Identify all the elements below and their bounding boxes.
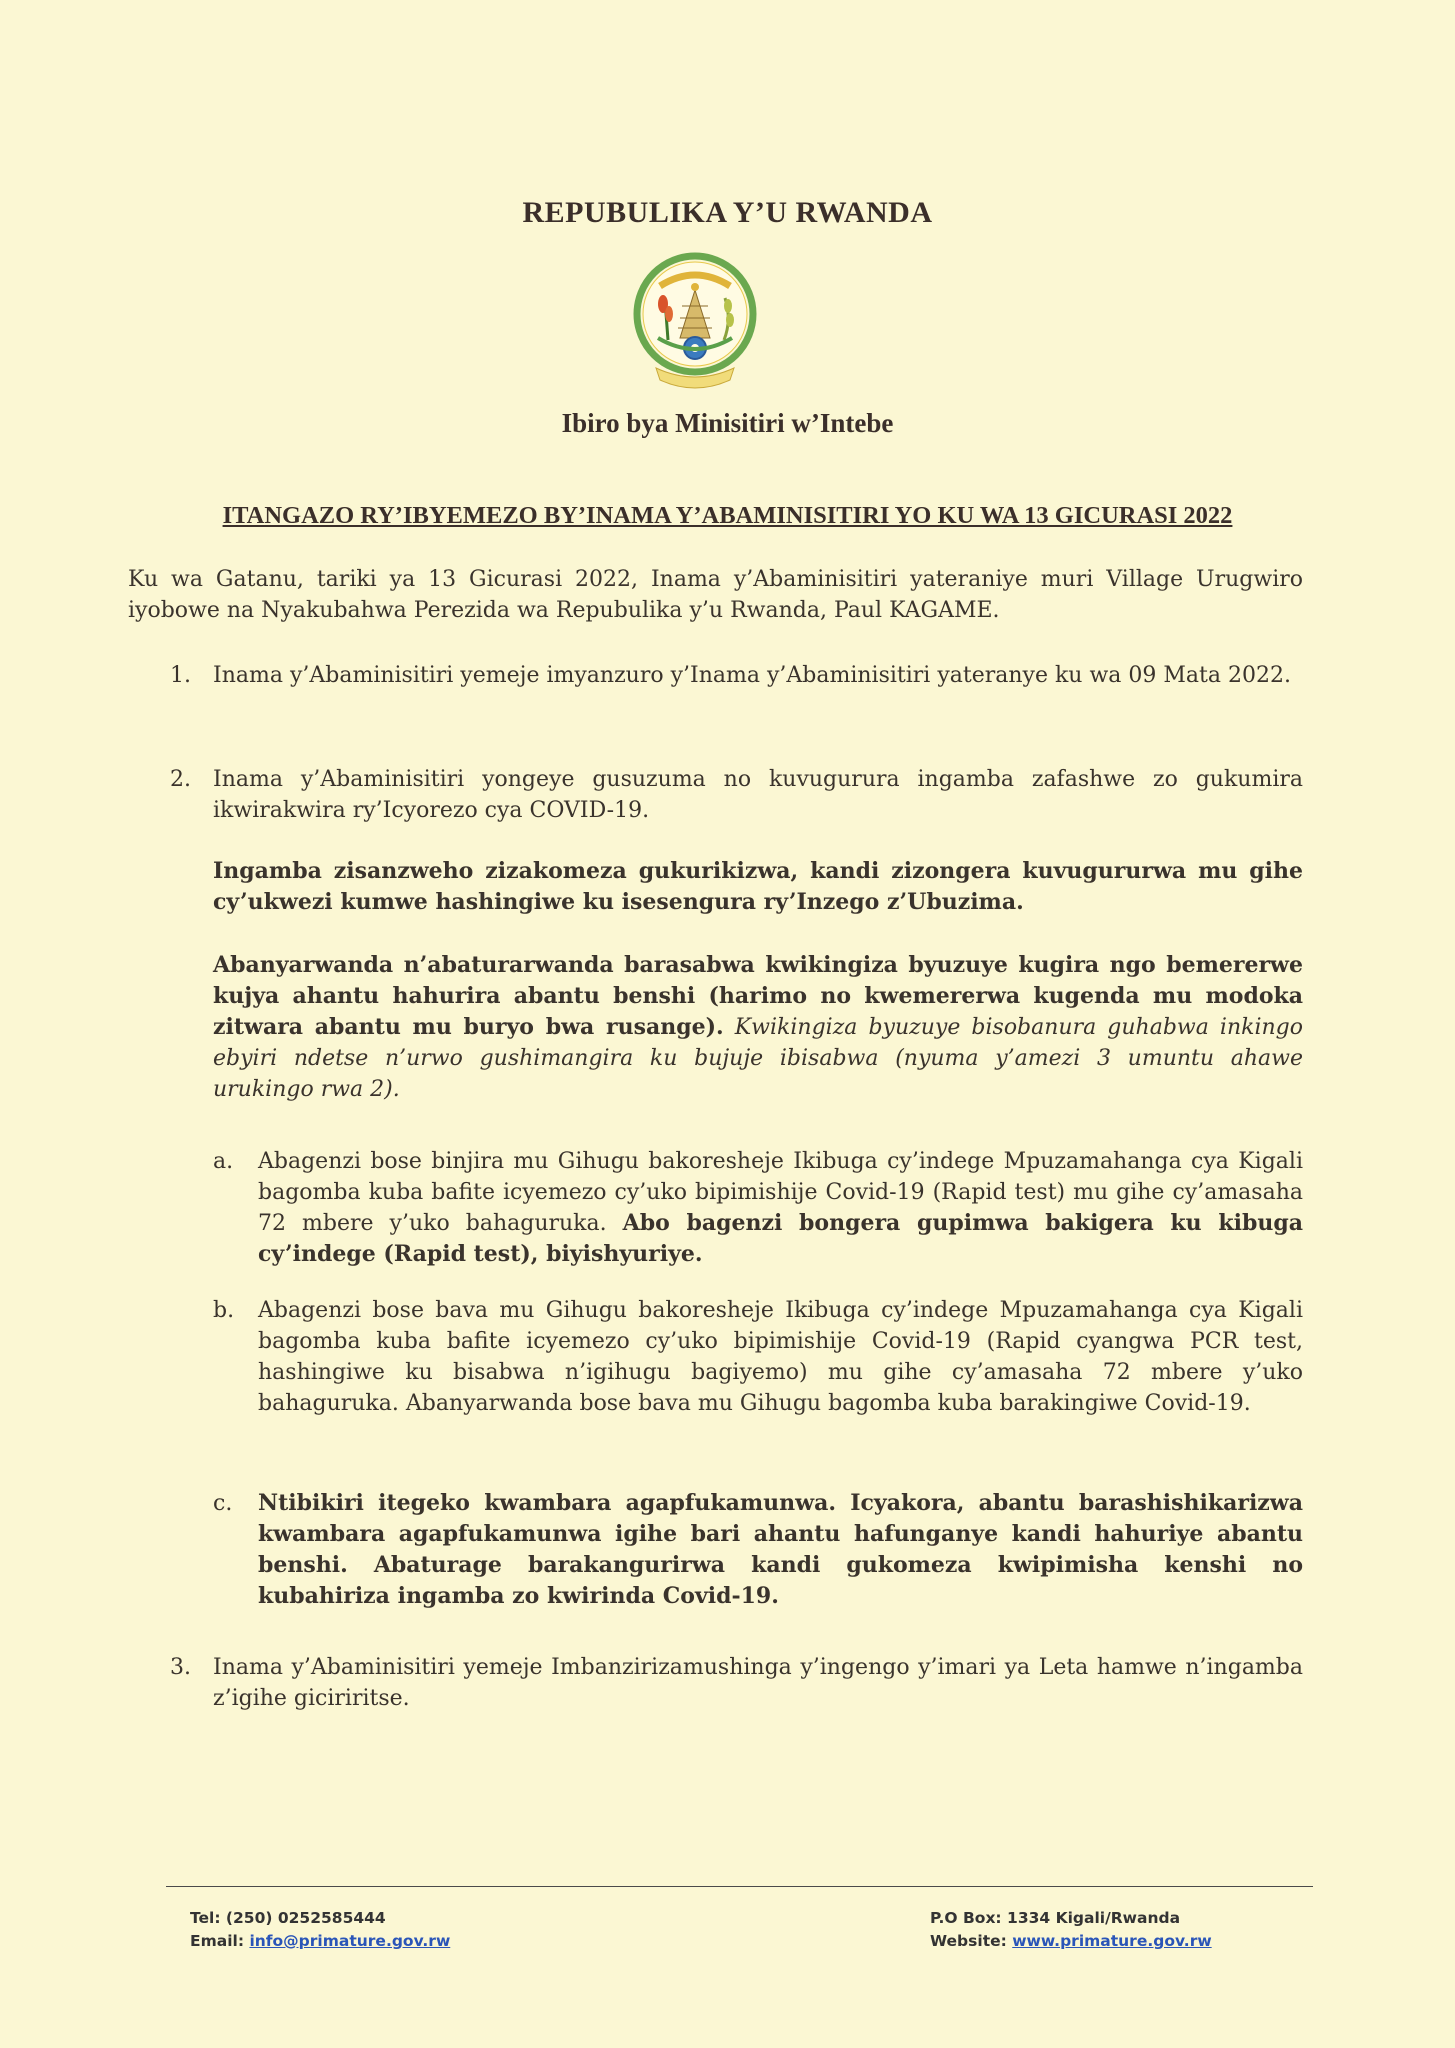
vaccination-definition: Kwikingiza byuzuye bisobanura guhabwa inkingo ebyiri ndetse n’urwo gushimangira ku bujuje ibisabwa (nyuma y’amezi 3 umuntu ahawe urukingo rwa 2).	[213, 1015, 1303, 1102]
footer-website-label: Website:	[930, 1932, 1007, 1950]
footer-address	[930, 1907, 1212, 1953]
subitem-b-text: Abagenzi bose bava mu Gihugu bakoresheje Ikibuga cy’indege Mpuzamahanga cya Kigali bagomba kuba bafite icyemezo cy’uko bipimishije Covid-19 (Rapid cyangwa PCR test, hashingiwe ku bisabwa n’igihugu bagiyemo) mu gihe cy’amasaha 72 mbere y’uko bahaguruka. Abanyarwanda bose bava mu Gihugu bagomba kuba barakingiwe Covid-19.	[258, 1298, 1303, 1416]
footer-email-label: Email:	[190, 1932, 245, 1950]
office-name: Ibiro bya Minisitiri w’Intebe	[561, 408, 894, 438]
footer-website-row	[930, 1930, 1212, 1953]
subitem-letter: b.	[213, 1298, 235, 1323]
subitem-a-bold: Abo bagenzi bongera gupimwa bakigera ku kibuga cy’indege (Rapid test), biyishyuriye.	[258, 1210, 1303, 1267]
footer-contact	[190, 1907, 450, 1953]
document-heading: ITANGAZO RY’IBYEMEZO BY’INAMA Y’ABAMINISITIRI YO KU WA 13 GICURASI 2022	[222, 502, 1233, 529]
subitem-c-text: Ntibikiri itegeko kwambara agapfukamunwa. Icyakora, abantu barashishikarizwa kwambara agapfukamunwa igihe bari ahantu hafunganye kandi hahuriye abantu benshi. Abaturage barakangurirwa kandi gukomeza kwipimisha kenshi no kubahiriza ingamba zo kwirinda Covid-19.	[258, 1490, 1303, 1609]
website-link[interactable]: www.primature.gov.rw	[1012, 1932, 1212, 1950]
item-2-vaccination-paragraph	[213, 950, 1303, 1105]
item-3-text: Inama y’Abaminisitiri yemeje Imbanzirizamushinga y’ingengo y’imari ya Leta hamwe n’ingamba z’igihe giciriritse.	[213, 1655, 1303, 1711]
item-number: 2.	[170, 767, 191, 792]
national-seal-icon	[620, 240, 770, 400]
subitem-letter: a.	[213, 1149, 234, 1174]
item-number: 3.	[170, 1655, 191, 1680]
republic-title: REPUBULIKA Y’U RWANDA	[522, 196, 933, 229]
item-1-text: Inama y’Abaminisitiri yemeje imyanzuro y’Inama y’Abaminisitiri yateranye ku wa 09 Mata 2022.	[213, 663, 1291, 688]
vaccination-requirement: Abanyarwanda n’abaturarwanda barasabwa kwikingiza byuzuye kugira ngo bemererwe kujya ahantu hahurira abantu benshi (harimo no kwemererwa kugenda mu modoka zitwara abantu mu buryo bwa rusange).	[213, 952, 1303, 1040]
footer-divider	[166, 1886, 1313, 1887]
subitem-a-text	[258, 1146, 1303, 1270]
intro-paragraph: Ku wa Gatanu, tariki ya 13 Gicurasi 2022, Inama y’Abaminisitiri yateraniye muri Village Urugwiro iyobowe na Nyakubahwa Perezida wa Repubulika y’u Rwanda, Paul KAGAME.	[128, 567, 1303, 623]
item-2-text: Inama y’Abaminisitiri yongeye gusuzuma no kuvugurura ingamba zafashwe zo gukumira ikwirakwira ry’Icyorezo cya COVID-19.	[213, 767, 1303, 823]
subitem-letter: c.	[213, 1491, 233, 1516]
footer-pobox: P.O Box: 1334 Kigali/Rwanda	[930, 1909, 1181, 1927]
item-number: 1.	[170, 663, 191, 688]
footer-tel: Tel: (250) 0252585444	[190, 1909, 386, 1927]
subitem-a-plain: Abagenzi bose binjira mu Gihugu bakoresheje Ikibuga cy’indege Mpuzamahanga cya Kigali bagomba kuba bafite icyemezo cy’uko bipimishije Covid-19 (Rapid test) mu gihe cy’amasaha 72 mbere y’uko bahaguruka.	[258, 1149, 1303, 1236]
item-2-bold-paragraph: Ingamba zisanzweho zizakomeza gukurikizwa, kandi zizongera kuvugururwa mu gihe cy’ukwezi kumwe hashingiwe ku isesengura ry’Inzego z’Ubuzima.	[213, 858, 1303, 915]
email-link[interactable]: info@primature.gov.rw	[249, 1932, 451, 1950]
footer-email-row	[190, 1930, 450, 1953]
